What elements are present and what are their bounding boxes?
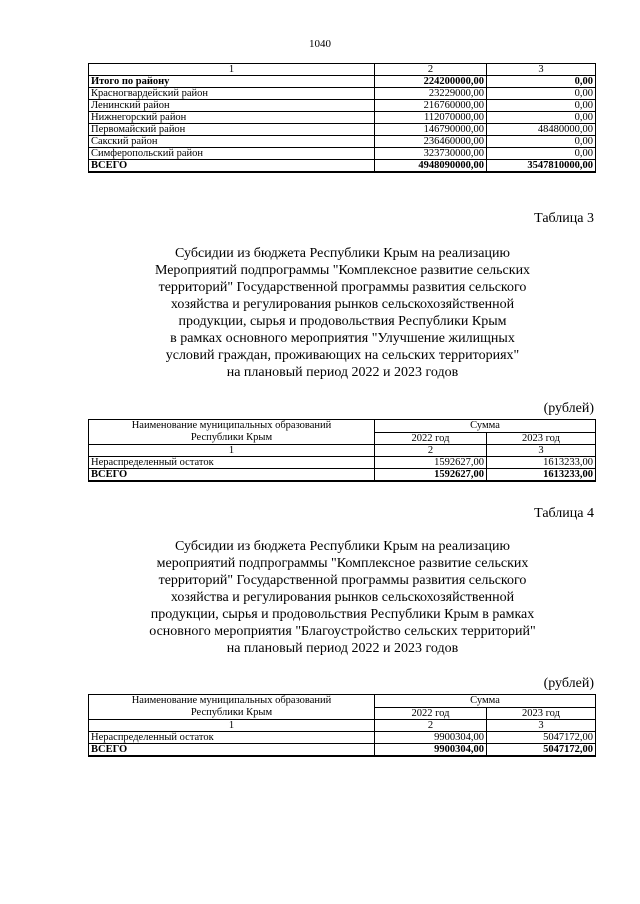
title-line: хозяйства и регулирования рынков сельскохозяйственной — [170, 590, 515, 605]
title-line: продукции, сырья и продовольствия Республики Крым в рамках — [150, 607, 535, 622]
title-line: основного мероприятия "Благоустройство сельских территорий" — [149, 624, 536, 639]
row-value-2023: 0,00 — [487, 88, 596, 100]
table-row — [89, 100, 596, 112]
table4-title — [90, 538, 595, 657]
total-value-2022: 4948090000,00 — [375, 160, 487, 173]
row-name: Симферопольский район — [89, 148, 375, 160]
total-row — [89, 160, 596, 173]
row-value-2022: 236460000,00 — [375, 136, 487, 148]
title-line: территорий" Государственной программы развития сельского — [158, 280, 527, 295]
header-year-2023: 2023 год — [487, 707, 596, 720]
table-row — [89, 732, 596, 744]
row-value-2022: 1592627,00 — [375, 457, 487, 469]
header-name-line-1: Наименование муниципальных образований — [131, 420, 332, 431]
row-value-2023: 5047172,00 — [487, 732, 596, 744]
row-value-2022: 23229000,00 — [375, 88, 487, 100]
col-num-1: 1 — [89, 64, 375, 76]
table-row — [89, 457, 596, 469]
table3-title — [90, 245, 595, 381]
table-row — [89, 112, 596, 124]
title-line: территорий" Государственной программы развития сельского — [158, 573, 527, 588]
header-name — [89, 695, 375, 720]
row-name: Нижнегорский район — [89, 112, 375, 124]
total-row — [89, 744, 596, 757]
title-line: на плановый период 2022 и 2023 годов — [226, 641, 459, 656]
col-num-2: 2 — [375, 64, 487, 76]
table-continued — [88, 63, 596, 173]
table3 — [88, 419, 596, 482]
total-value-2023: 5047172,00 — [487, 744, 596, 757]
table-row — [89, 124, 596, 136]
total-value-2022: 9900304,00 — [375, 744, 487, 757]
header-year-2023: 2023 год — [487, 432, 596, 445]
title-line: хозяйства и регулирования рынков сельскохозяйственной — [170, 297, 515, 312]
row-name: Красногвардейский район — [89, 88, 375, 100]
total-value-2022: 1592627,00 — [375, 469, 487, 482]
row-name: Первомайский район — [89, 124, 375, 136]
col-num-3: 3 — [487, 64, 596, 76]
total-label: ВСЕГО — [89, 469, 375, 482]
table4-label: Таблица 4 — [534, 506, 594, 521]
total-value-2023: 1613233,00 — [487, 469, 596, 482]
column-number-row — [89, 720, 596, 732]
row-name: Нераспределенный остаток — [89, 457, 375, 469]
title-line: Мероприятий подпрограммы "Комплексное развитие сельских — [154, 263, 531, 278]
table3-unit: (рублей) — [543, 401, 594, 416]
total-label: ВСЕГО — [89, 744, 375, 757]
row-value-2022: 9900304,00 — [375, 732, 487, 744]
row-value-2022: 112070000,00 — [375, 112, 487, 124]
row-value-2022: 216760000,00 — [375, 100, 487, 112]
header-row — [89, 420, 596, 433]
table-row — [89, 148, 596, 160]
row-value-2023: 0,00 — [487, 148, 596, 160]
title-line: на плановый период 2022 и 2023 годов — [226, 365, 459, 380]
header-sum: Сумма — [375, 420, 596, 433]
column-number-row — [89, 64, 596, 76]
row-value-2023: 0,00 — [487, 100, 596, 112]
col-num-3: 3 — [487, 720, 596, 732]
header-name-line-1: Наименование муниципальных образований — [131, 695, 332, 706]
row-value-2023: 1613233,00 — [487, 457, 596, 469]
header-year-2022: 2022 год — [375, 432, 487, 445]
table-row — [89, 76, 596, 88]
total-row — [89, 469, 596, 482]
title-line: мероприятий подпрограммы "Комплексное развитие сельских — [156, 556, 529, 571]
header-name-line-2: Республики Крым — [190, 707, 273, 718]
row-value-2023: 48480000,00 — [487, 124, 596, 136]
title-line: продукции, сырья и продовольствия Республики Крым — [178, 314, 507, 329]
total-label: ВСЕГО — [89, 160, 375, 173]
column-number-row — [89, 445, 596, 457]
col-num-1: 1 — [89, 445, 375, 457]
header-row — [89, 695, 596, 708]
header-name — [89, 420, 375, 445]
row-value-2023: 0,00 — [487, 136, 596, 148]
col-num-1: 1 — [89, 720, 375, 732]
row-value-2022: 224200000,00 — [375, 76, 487, 88]
header-year-2022: 2022 год — [375, 707, 487, 720]
table-row — [89, 88, 596, 100]
col-num-2: 2 — [375, 445, 487, 457]
page-number: 1040 — [309, 38, 331, 50]
table3-label: Таблица 3 — [534, 211, 594, 226]
table4 — [88, 694, 596, 757]
table4-unit: (рублей) — [543, 676, 594, 691]
row-name: Ленинский район — [89, 100, 375, 112]
header-sum: Сумма — [375, 695, 596, 708]
col-num-2: 2 — [375, 720, 487, 732]
title-line: условий граждан, проживающих на сельских территориях" — [165, 348, 520, 363]
title-line: Субсидии из бюджета Республики Крым на реализацию — [175, 539, 510, 554]
title-line: Субсидии из бюджета Республики Крым на реализацию — [175, 246, 510, 261]
col-num-3: 3 — [487, 445, 596, 457]
title-line: в рамках основного мероприятия "Улучшение жилищных — [170, 331, 515, 346]
row-value-2023: 0,00 — [487, 112, 596, 124]
row-value-2022: 323730000,00 — [375, 148, 487, 160]
row-name: Итого по району — [89, 76, 375, 88]
row-name: Нераспределенный остаток — [89, 732, 375, 744]
header-name-line-2: Республики Крым — [190, 432, 273, 443]
total-value-2023: 3547810000,00 — [487, 160, 596, 173]
row-value-2022: 146790000,00 — [375, 124, 487, 136]
table-row — [89, 136, 596, 148]
row-value-2023: 0,00 — [487, 76, 596, 88]
row-name: Сакский район — [89, 136, 375, 148]
